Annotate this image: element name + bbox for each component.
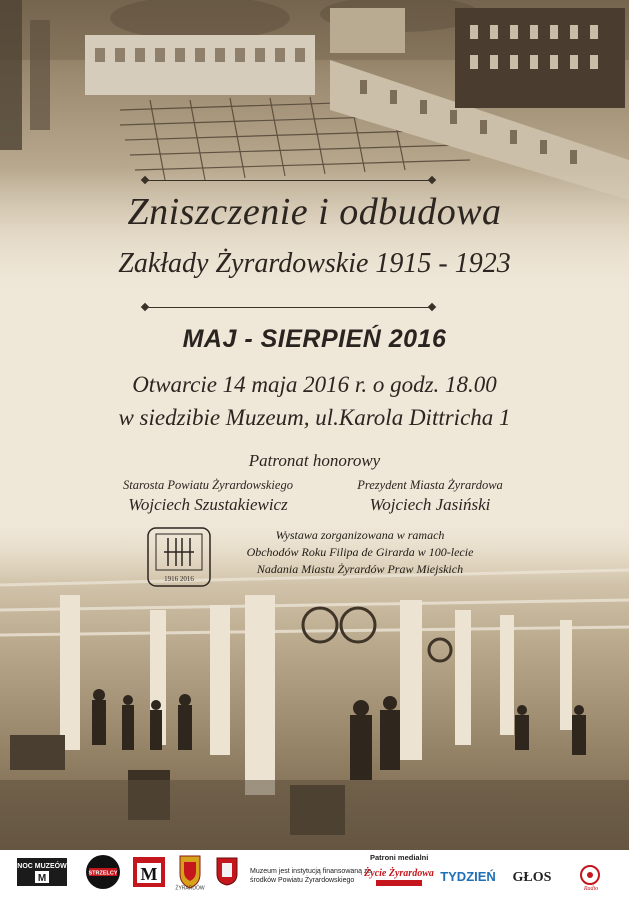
venue-address: w siedzibie Muzeum, ul.Karola Dittricha 1 [118,405,511,430]
exhibition-subtitle: Zakłady Żyrardowskie 1915 - 1923 [118,248,511,279]
svg-text:M: M [37,873,47,884]
glos-logo [504,864,560,890]
strzelcy-logo [85,852,121,892]
svg-text:1916 2016: 1916 2016 [164,575,194,583]
zycie-zyrardowa-logo [364,864,434,890]
noc-muzeow-logo [16,857,68,887]
patron-name: Wojciech Jasiński [369,495,491,514]
radio-logo [570,862,612,892]
middle-divider [145,307,432,308]
organized-line-1: Wystawa zorganizowana w ramach [275,528,445,542]
patron-name: Wojciech Szustakiewicz [128,495,288,514]
patron-role: Prezydent Miasta Żyrardowa [357,478,503,492]
svg-text:TYDZIEŃ: TYDZIEŃ [440,869,496,884]
exhibition-dates: MAJ - SIERPIEŃ 2016 [182,325,447,353]
svg-text:M: M [140,864,158,884]
media-patrons-heading: Patroni medialni [370,853,429,862]
exhibition-title: Zniszczenie i odbudowa [127,191,502,233]
organized-line-2: Obchodów Roku Filipa de Girarda w 100-lecie [246,545,474,559]
tydzien-logo [440,864,496,890]
girard-anniversary-emblem-icon [146,526,212,588]
svg-text:NOC MUZEÓW: NOC MUZEÓW [17,863,67,870]
patron-right [310,478,550,515]
organized-line-3: Nadania Miastu Żyrardów Praw Miejskich [256,562,464,576]
funding-note: Muzeum jest instytucją finansowaną ze środków Powiatu Żyrardowskiego [250,868,372,884]
organized-note [215,527,505,578]
opening-info: Otwarcie 14 maja 2016 r. o godz. 18.00 [132,372,497,397]
svg-text:ŻYRARDÓW: ŻYRARDÓW [175,885,205,892]
zyrardow-crest [175,854,205,892]
svg-text:Życie Żyrardowa: Życie Żyrardowa [364,868,434,879]
svg-text:GŁOS: GŁOS [512,870,552,885]
patron-left [88,478,328,515]
patron-role: Starosta Powiatu Żyrardowskiego [123,478,293,492]
svg-text:STRZELCY: STRZELCY [88,870,118,877]
patronage-heading: Patronat honorowy [248,451,381,470]
svg-text:Radio: Radio [583,886,599,892]
museum-m-logo [133,857,165,887]
top-divider [145,180,432,181]
powiat-crest [215,856,239,886]
